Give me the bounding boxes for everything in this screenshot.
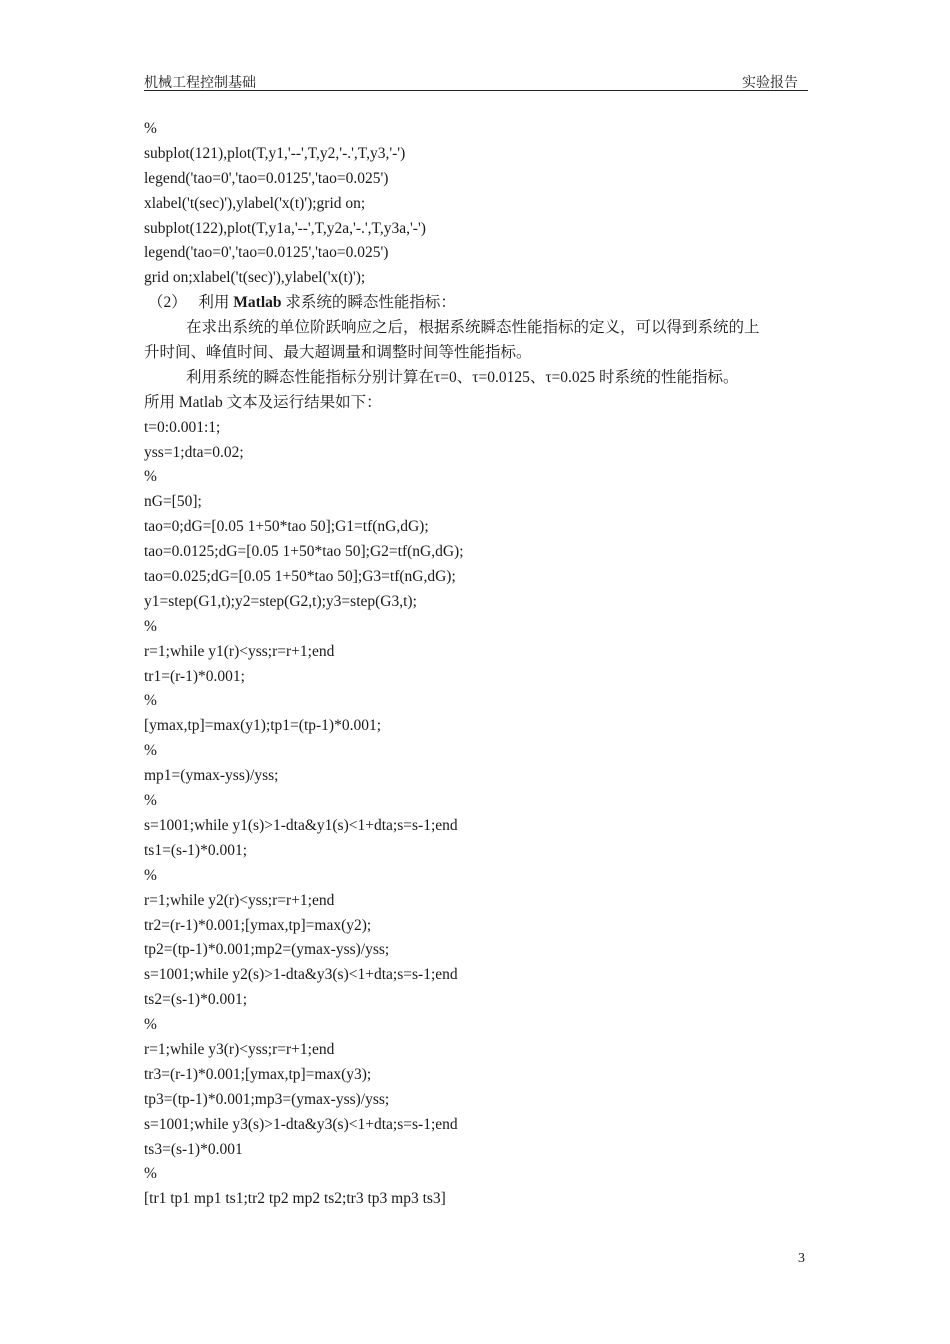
code-line: tr2=(r-1)*0.001;[ymax,tp]=max(y2); [144,916,372,934]
code-line: tr1=(r-1)*0.001; [144,667,245,685]
code-line: tao=0.0125;dG=[0.05 1+50*tao 50];G2=tf(nG,dG); [144,543,464,561]
section-title-post: 求系统的瞬态性能指标： [285,294,456,312]
code-line: nG=[50]; [144,493,202,511]
code-line: legend('tao=0','tao=0.0125','tao=0.025') [144,169,389,187]
code-block [144,416,808,1213]
code-line: ts1=(s-1)*0.001; [144,841,248,859]
code-line: t=0:0.001:1; [144,418,221,436]
code-line: tp2=(tp-1)*0.001;mp2=(ymax-yss)/yss; [144,941,390,959]
code-line: s=1001;while y2(s)>1-dta&y3(s)<1+dta;s=s-1;end [144,966,458,984]
code-line: % [144,1016,157,1034]
code-line: tp3=(tp-1)*0.001;mp3=(ymax-yss)/yss; [144,1090,390,1108]
code-line: mp1=(ymax-yss)/yss; [144,767,279,785]
section-number: （2） [148,294,187,312]
code-line: grid on;xlabel('t(sec)'),ylabel('x(t)'); [144,269,366,287]
header-report-label: 实验报告 [742,76,798,91]
code-line: r=1;while y3(r)<yss;r=r+1;end [144,1040,335,1058]
page-content [144,117,808,1212]
page-header [144,70,808,91]
code-line: % [144,120,157,137]
code-line: r=1;while y2(r)<yss;r=r+1;end [144,891,335,909]
code-line: s=1001;while y3(s)>1-dta&y3(s)<1+dta;s=s-1;end [144,1115,458,1133]
paragraph-line: 升时间、峰值时间、最大超调量和调整时间等性能指标。 [144,344,532,362]
code-line: yss=1;dta=0.02; [144,443,244,461]
code-line: % [144,468,157,486]
paragraph-line: 利用系统的瞬态性能指标分别计算在τ=0、τ=0.0125、τ=0.025 时系统的性能指标。 [186,368,739,386]
section-heading [144,291,808,316]
code-line: % [144,792,157,810]
code-line: % [144,1165,157,1183]
code-line: r=1;while y1(r)<yss;r=r+1;end [144,642,335,660]
code-line: xlabel('t(sec)'),ylabel('x(t)');grid on; [144,194,366,212]
code-line: subplot(122),plot(T,y1a,'--',T,y2a,'-.',T,y3a,'-') [144,219,426,237]
section-title-pre: 利用 [198,294,230,312]
code-line: ts3=(s-1)*0.001 [144,1140,243,1158]
header-course-title: 机械工程控制基础 [144,76,256,91]
code-line: tao=0;dG=[0.05 1+50*tao 50];G1=tf(nG,dG); [144,518,429,536]
paragraph-line: 在求出系统的单位阶跃响应之后，根据系统瞬态性能指标的定义，可以得到系统的上 [186,319,760,337]
code-line: ts2=(s-1)*0.001; [144,991,248,1009]
code-line: tao=0.025;dG=[0.05 1+50*tao 50];G3=tf(nG,dG); [144,568,456,586]
code-line: % [144,866,157,884]
section-title-bold: Matlab [233,294,282,312]
code-line: % [144,692,157,710]
code-line: y1=step(G1,t);y2=step(G2,t);y3=step(G3,t); [144,592,417,610]
code-line: s=1001;while y1(s)>1-dta&y1(s)<1+dta;s=s-1;end [144,816,458,834]
code-line: % [144,617,157,635]
code-line: [ymax,tp]=max(y1);tp1=(tp-1)*0.001; [144,717,382,735]
paragraph-line: 所用 Matlab 文本及运行结果如下： [144,393,382,411]
code-line: % [144,742,157,760]
code-line: legend('tao=0','tao=0.0125','tao=0.025') [144,244,389,262]
code-line: [tr1 tp1 mp1 ts1;tr2 tp2 mp2 ts2;tr3 tp3 mp3 ts3] [144,1190,446,1208]
code-line: subplot(121),plot(T,y1,'--',T,y2,'-.',T,y3,'-') [144,144,406,162]
page-number: 3 [798,1251,805,1266]
code-line: tr3=(r-1)*0.001;[ymax,tp]=max(y3); [144,1065,372,1083]
